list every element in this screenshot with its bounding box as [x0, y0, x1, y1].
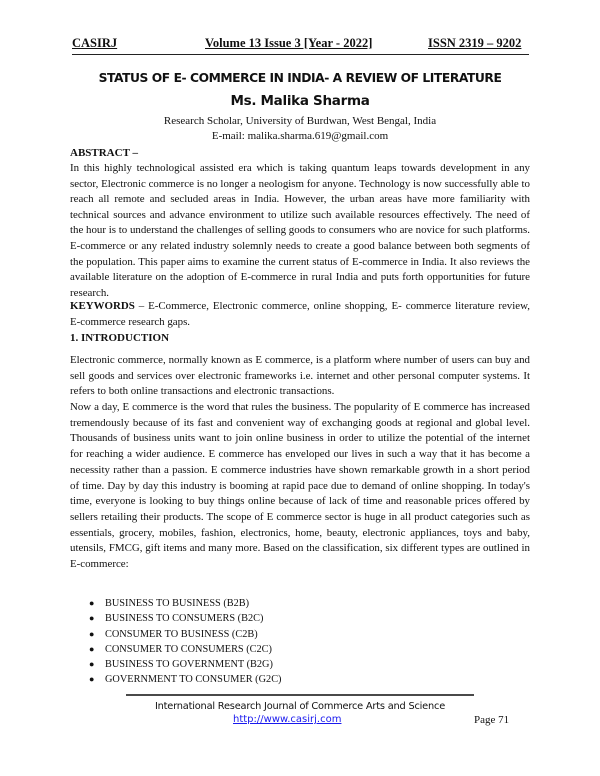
volume-issue: Volume 13 Issue 3 [Year - 2022] [205, 36, 373, 50]
bullet-icon: ● [89, 643, 95, 654]
list-item: ● GOVERNMENT TO CONSUMER (G2C) [70, 672, 530, 687]
keywords-label: KEYWORDS [70, 300, 135, 312]
bullet-icon: ● [89, 628, 95, 639]
author-affiliation: Research Scholar, University of Burdwan, West Bengal, India [163, 115, 437, 127]
journal-abbrev: CASIRJ [72, 36, 118, 50]
abstract-text: In this highly technological assisted era which is taking quantum leaps towards development in any sector, Electronic commerce is no longer a neologism for anyone. Technology is now successfully able to reach all remote and secluded areas in India. However, the urban areas have more familiarity with technical sources and advance environment to utilize such available resources effectively. The need of the hour is to understand the challenges of selling goods to consumers who are novice for such platforms. E-commerce or any related industry solemnly needs to create a good balance between both segments of the population. This paper aims to examine the current status of E-commerce in India. It also reviews the available literature on the adoption of E-commerce in rural India and puts forth opportunities for future research. [70, 162, 530, 299]
keywords-text: – E-Commerce, Electronic commerce, online shopping, E- commerce literature review, E-commerce research gaps. [70, 300, 530, 328]
bullet-icon: ● [89, 659, 95, 670]
ecommerce-types-list [70, 596, 530, 688]
keywords [70, 299, 530, 330]
footer-journal-link[interactable]: http://www.casirj.com [233, 714, 342, 725]
author-name: Ms. Malika Sharma [230, 93, 370, 109]
page-number: Page 71 [474, 714, 510, 726]
footer-journal-name: International Research Journal of Commerce Arts and Science [154, 701, 446, 712]
running-header [72, 36, 529, 55]
list-item: ● CONSUMER TO BUSINESS (C2B) [70, 627, 530, 642]
list-item: ● BUSINESS TO BUSINESS (B2B) [70, 596, 530, 611]
bullet-icon: ● [89, 598, 95, 608]
list-item: ● BUSINESS TO CONSUMERS (B2C) [70, 611, 530, 626]
footer-divider [126, 694, 474, 696]
paper-title: STATUS OF E- COMMERCE IN INDIA- A REVIEW OF LITERATURE [98, 71, 502, 85]
abstract-heading: ABSTRACT – [70, 147, 138, 159]
bullet-icon: ● [89, 613, 95, 624]
issn: ISSN 2319 – 9202 [428, 36, 522, 50]
introduction-heading: 1. INTRODUCTION [70, 332, 170, 344]
introduction-paragraph: Electronic commerce, normally known as E commerce, is a platform where number of users can buy and sell goods and services over electronic frameworks i.e. internet and other personal computer systems. It refers to both online transactions and electronic transactions. [70, 354, 530, 398]
introduction-paragraph: Now a day, E commerce is the word that rules the business. The popularity of E commerce has increased tremendously because of its fast and convenient way of exchanging goods at regional and global level. Thousands of business units want to join online business in order to utilize the potential of the internet for reaching a wider audience. E commerce has enveloped our lives in such a way that it has become a necessity rather than a passion. E commerce industries have shown remarkable growth in a short period of time. Day by day this industry is booming at rapid pace due to demand of online shopping. In today's time, everyone is looking to buy things online because of lack of time and reasonable prices offered by sellers retailing their products. The scope of E commerce sector is huge in all product categories such as essentials, grocery, mobiles, fashion, electronics, home, beauty, electronic appliances, toys and baby, utensils, FMCG, gift items and many more. Based on the classification, six different types are outlined in E-commerce: [70, 401, 530, 571]
author-email: E-mail: malika.sharma.619@gmail.com [211, 130, 389, 142]
list-item: ● BUSINESS TO GOVERNMENT (B2G) [70, 657, 530, 672]
list-item: ● CONSUMER TO CONSUMERS (C2C) [70, 642, 530, 657]
bullet-icon: ● [89, 674, 95, 685]
